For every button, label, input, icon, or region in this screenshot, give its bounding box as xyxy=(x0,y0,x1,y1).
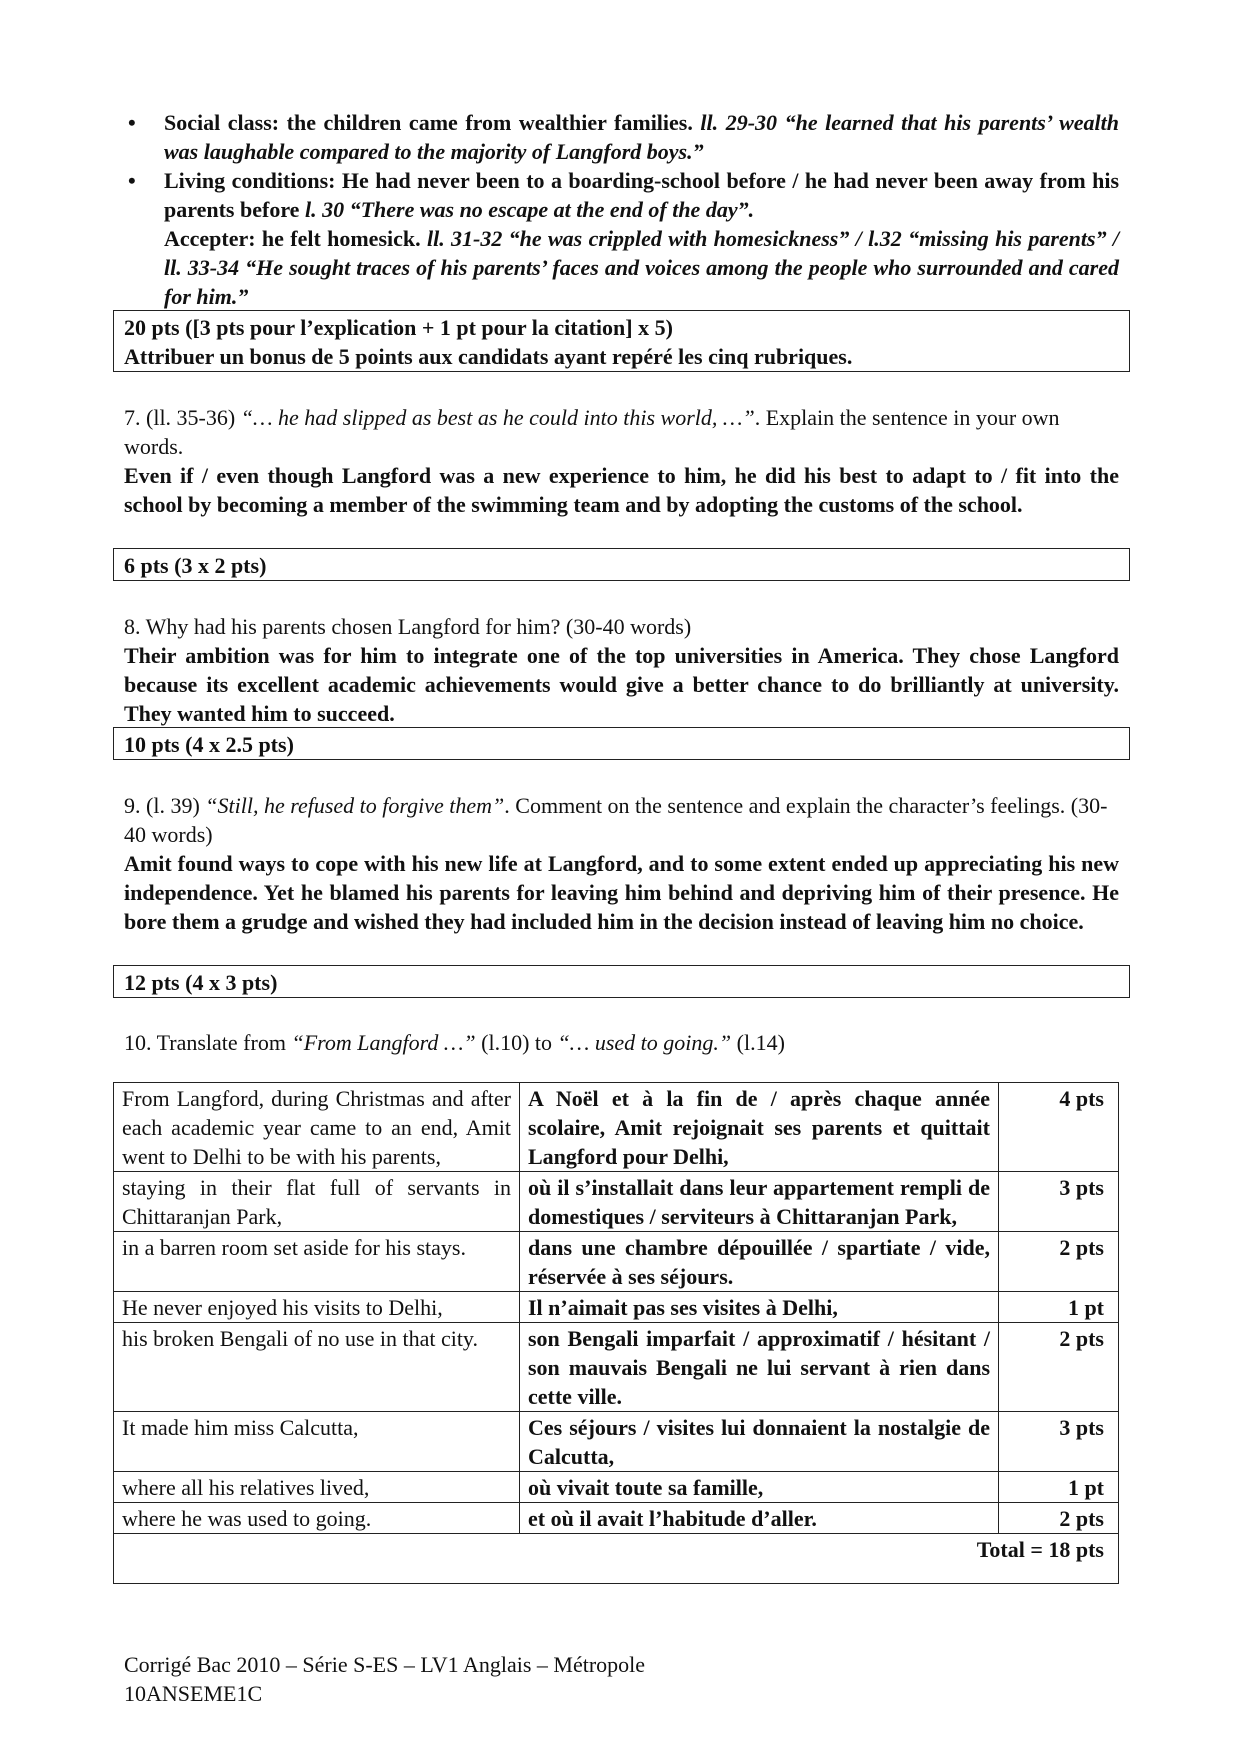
english-cell: where all his relatives lived, xyxy=(114,1472,520,1503)
english-cell: his broken Bengali of no use in that city. xyxy=(114,1323,520,1412)
english-cell: in a barren room set aside for his stays. xyxy=(114,1232,520,1292)
french-cell: dans une chambre dépouillée / spartiate / vide, réservée à ses séjours. xyxy=(520,1232,999,1292)
french-cell: Ces séjours / visites lui donnaient la nostalgie de Calcutta, xyxy=(520,1412,999,1472)
total-cell: Total = 18 pts xyxy=(114,1534,1119,1584)
table-row xyxy=(114,1232,1119,1292)
q7-quote: “… he had slipped as best as he could into this world, …” xyxy=(240,405,755,430)
accept-citation: ll. 31-32 “he was crippled with homesickness” / l.32 “missing his parents” / ll. 33-34 “He sought traces of his parents’ faces and voices among the people who surrounded and cared for him.” xyxy=(164,226,1120,309)
total-row xyxy=(114,1534,1119,1584)
french-cell: son Bengali imparfait / approximatif / hésitant / son mauvais Bengali ne lui servant à rien dans cette ville. xyxy=(520,1323,999,1412)
points-cell: 2 pts xyxy=(999,1503,1119,1534)
q6-bullet-list xyxy=(124,108,1119,311)
french-cell: Il n’aimait pas ses visites à Delhi, xyxy=(520,1292,999,1323)
footer-code: 10ANSEME1C xyxy=(124,1681,263,1706)
bullet-living-conditions xyxy=(124,166,1119,311)
points-cell: 1 pt xyxy=(999,1472,1119,1503)
q9-answer: Amit found ways to cope with his new life at Langford, and to some extent ended up appreciating his new independence. Yet he blamed his parents for leaving him behind and depriving him of their presence. He bore them a grudge and wished they had included him in the decision instead of leaving him no choice. xyxy=(124,851,1119,934)
table-row xyxy=(114,1323,1119,1412)
table-row xyxy=(114,1503,1119,1534)
points-cell: 3 pts xyxy=(999,1172,1119,1232)
q8-answer: Their ambition was for him to integrate one of the top universities in America. They chose Langford because its excellent academic achievements would give a better chance to do brilliantly at university. They wanted him to succeed. xyxy=(124,643,1119,726)
accept-label: Accepter: he felt homesick. xyxy=(164,226,421,251)
points-cell: 4 pts xyxy=(999,1083,1119,1172)
points-cell: 1 pt xyxy=(999,1292,1119,1323)
english-cell: where he was used to going. xyxy=(114,1503,520,1534)
english-cell: staying in their flat full of servants in Chittaranjan Park, xyxy=(114,1172,520,1232)
points-cell: 2 pts xyxy=(999,1323,1119,1412)
q7-question: 7. (ll. 35-36) “… he had slipped as best as he could into this world, …”. Explain the sentence in your own words. xyxy=(124,405,1060,459)
french-cell: et où il avait l’habitude d’aller. xyxy=(520,1503,999,1534)
bullet-label: Social class: the children came from wealthier families. xyxy=(164,110,693,135)
english-cell: It made him miss Calcutta, xyxy=(114,1412,520,1472)
q6-score-box xyxy=(113,310,1130,372)
bullet-dot: • xyxy=(128,110,136,135)
footer-line: Corrigé Bac 2010 – Série S-ES – LV1 Anglais – Métropole xyxy=(124,1652,646,1677)
q10-question: 10. Translate from “From Langford …” (l.10) to “… used to going.” (l.14) xyxy=(124,1030,785,1055)
q9-question: 9. (l. 39) “Still, he refused to forgive them”. Comment on the sentence and explain the character’s feelings. (30-40 words) xyxy=(124,793,1108,847)
english-cell: He never enjoyed his visits to Delhi, xyxy=(114,1292,520,1323)
table-row xyxy=(114,1412,1119,1472)
table-row xyxy=(114,1472,1119,1503)
q9-quote: “Still, he refused to forgive them” xyxy=(205,793,505,818)
french-cell: A Noël et à la fin de / après chaque année scolaire, Amit rejoignait ses parents et quittait Langford pour Delhi, xyxy=(520,1083,999,1172)
table-row xyxy=(114,1292,1119,1323)
bullet-citation: ll. 29-30 “he learned that his parents’ wealth was laughable compared to the majority of Langford boys.” xyxy=(164,110,1120,164)
points-cell: 2 pts xyxy=(999,1232,1119,1292)
table-row xyxy=(114,1083,1119,1172)
q7-score-box: 6 pts (3 x 2 pts) xyxy=(113,548,1130,581)
bullet-social-class xyxy=(124,108,1119,166)
score-line: 20 pts ([3 pts pour l’explication + 1 pt pour la citation] x 5) xyxy=(124,315,673,340)
footer xyxy=(124,1650,645,1708)
translation-table xyxy=(113,1082,1119,1584)
points-cell: 3 pts xyxy=(999,1412,1119,1472)
bullet-citation: l. 30 “There was no escape at the end of the day”. xyxy=(304,197,755,222)
french-cell: où il s’installait dans leur appartement rempli de domestiques / serviteurs à Chittaranjan Park, xyxy=(520,1172,999,1232)
table-row xyxy=(114,1172,1119,1232)
english-cell: From Langford, during Christmas and after each academic year came to an end, Amit went to Delhi to be with his parents, xyxy=(114,1083,520,1172)
french-cell: où vivait toute sa famille, xyxy=(520,1472,999,1503)
q8-score-box: 10 pts (4 x 2.5 pts) xyxy=(113,727,1130,760)
bullet-dot: • xyxy=(128,168,136,193)
bullet-label: Living conditions: He had never been to a boarding-school before / he had never been away from his parents before xyxy=(164,168,1119,222)
q8-question: 8. Why had his parents chosen Langford for him? (30-40 words) xyxy=(124,614,692,639)
bonus-line: Attribuer un bonus de 5 points aux candidats ayant repéré les cinq rubriques. xyxy=(124,344,853,369)
q9-score-box: 12 pts (4 x 3 pts) xyxy=(113,965,1130,998)
q7-answer: Even if / even though Langford was a new experience to him, he did his best to adapt to / fit into the school by becoming a member of the swimming team and by adopting the customs of the school. xyxy=(124,463,1119,517)
